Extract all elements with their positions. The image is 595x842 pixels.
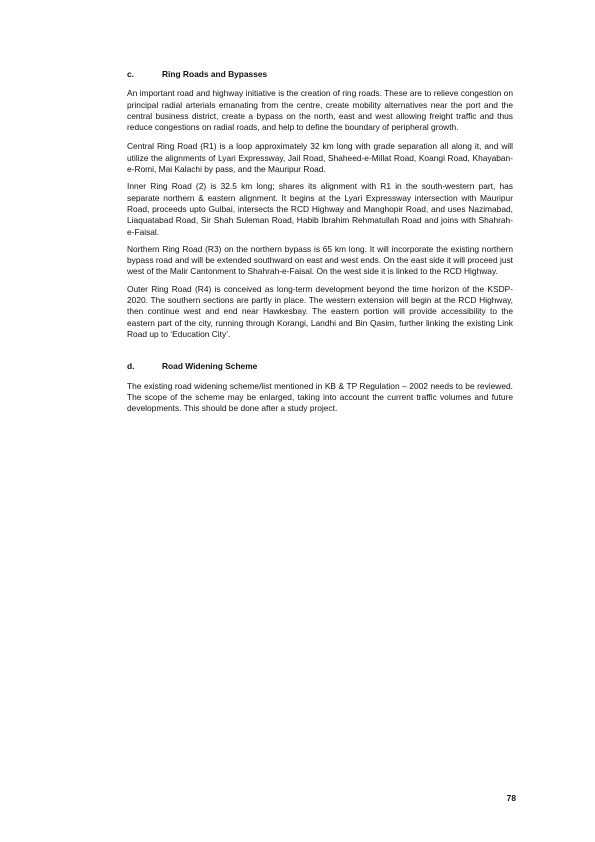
- section-title: Ring Roads and Bypasses: [162, 69, 268, 79]
- page-content: [127, 69, 513, 414]
- paragraph-central-ring-road: Central Ring Road (R1) is a loop approximately 32 km long with grade separation all along it, and will utilize the alignments of Lyari Expressway, Jail Road, Shaheed-e-Millat Road, Koangi Road, Khayaban-e-Romi, Mai Kalachi by pass, and the Mauripur Road.: [127, 141, 513, 175]
- paragraph-northern-ring-road: Northern Ring Road (R3) on the northern bypass is 65 km long. It will incorporate the existing northern bypass road and will be extended southward on east and west ends. On the east side it will proceed just west of the Malir Cantonment to Shahrah-e-Faisal. On the west side it is linked to the RCD Highway.: [127, 243, 513, 277]
- paragraph-ring-roads-intro: An important road and highway initiative is the creation of ring roads. These are to relieve congestion on principal radial arterials emanating from the centre, create mobility alternatives near the port and the central business district, create a bypass on the north, east and west allowing freight traffic and thus reduce congestions on radial roads, and help to define the boundary of peripheral growth.: [127, 88, 513, 133]
- section-heading-ring-roads: [127, 69, 513, 80]
- paragraph-inner-ring-road: Inner Ring Road (2) is 32.5 km long; shares its alignment with R1 in the south-western part, has separate northern & eastern alignment. It begins at the Lyari Expressway intersection with Mauripur Road, proceeds upto Gulbai, intersects the RCD Highway and Manghopir Road, and uses Nazimabad, Liaquatabad Road, Sir Shah Suleman Road, Habib Ibrahim Rehmatullah Road and joins with Shahrah-e-Faisal.: [127, 181, 513, 237]
- page-number: 78: [506, 793, 516, 803]
- section-title: Road Widening Scheme: [162, 361, 258, 372]
- paragraph-outer-ring-road: Outer Ring Road (R4) is conceived as long-term development beyond the time horizon of the KSDP-2020. The southern sections are partly in place. The western extension will begin at the RCD Highway, then continue west and end near Hawkesbay. The eastern portion will provide accessibility to the eastern part of the city, running through Korangi, Landhi and Bin Qasim, further linking the existing Link Road up to ‘Education City’.: [127, 283, 513, 339]
- paragraph-road-widening: The existing road widening scheme/list mentioned in KB & TP Regulation – 2002 needs to be reviewed. The scope of the scheme may be enlarged, taking into account the current traffic volumes and future developments. This should be done after a study project.: [127, 380, 513, 414]
- section-letter: c.: [127, 69, 134, 79]
- section-letter: d.: [127, 361, 135, 372]
- section-heading-road-widening: [127, 361, 513, 372]
